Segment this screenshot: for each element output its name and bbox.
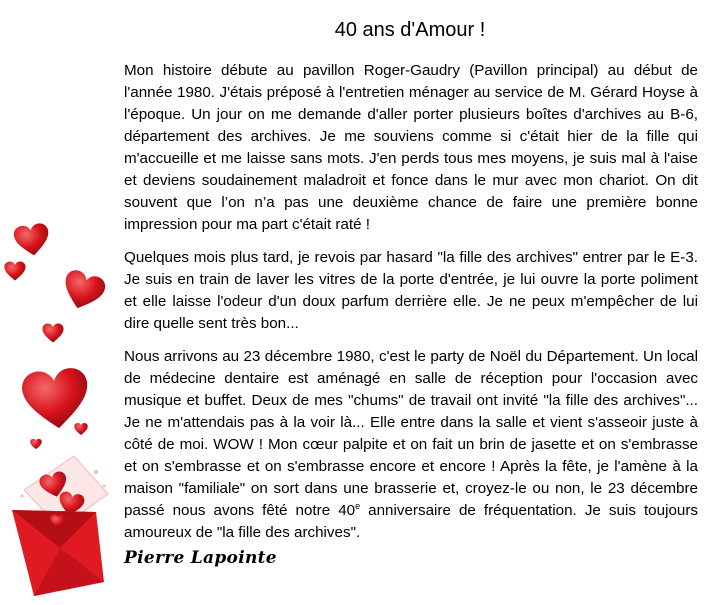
heart-icon xyxy=(13,222,52,257)
heart-icon xyxy=(4,262,25,281)
heart-icon xyxy=(74,423,87,435)
author-signature: Pierre Lapointe xyxy=(124,548,277,568)
ordinal-suffix: e xyxy=(355,500,361,511)
paragraph-3-ending: anniversaire de fréquentation. Je suis toujours amoureux de "la fille des archives". xyxy=(124,502,698,541)
heart-icon xyxy=(42,324,63,343)
paragraph-3 xyxy=(124,346,698,544)
page-title: 40 ans d'Amour ! xyxy=(334,19,486,41)
heart-icon xyxy=(30,439,42,449)
article-body xyxy=(124,60,698,555)
hearts-decoration xyxy=(0,210,124,605)
paragraph-3-text: Nous arrivons au 23 décembre 1980, c'est le party de Noël du Département. Un local de médecine dentaire est aménagé en salle de réception pour l'occasion avec musique et buffet. Deux de mes "chums" de travail ont invité "la fille des archives"... Je ne m'attendais pas à la voir là... Elle entre dans la salle et vient s'asseoir juste à côté de moi. WOW ! Mon cœur palpite et on fait un brin de jasette et on s'embrasse et on s'embrasse et on s'embrasse encore et encore ! Après la fête, je l'amène à la maison "familiale" on sort dans une brasserie et, croyez-le ou non, le 23 décembre passé nous avons fêté notre 40 xyxy=(124,348,698,519)
paragraph-1: Mon histoire débute au pavillon Roger-Gaudry (Pavillon principal) au début de l'année 1980. J'étais préposé à l'entretien ménager au service de M. Gérard Hoyse à l'époque. Un jour on me demande d'aller porter plusieurs boîtes d'archives au B-6, département des archives. Je me souviens comme si c'était hier de la fille qui m'accueille et me laisse sans mots. J'en perds tous mes moyens, je suis mal à l'aise et deviens soudainement maladroit et fonce dans le mur avec mon chariot. On dit souvent que l’on n’a pas une deuxième chance de faire une première bonne impression pour ma part c'était raté ! xyxy=(124,62,698,233)
love-envelope-icon xyxy=(12,456,108,596)
heart-icon xyxy=(20,367,91,432)
paragraph-2: Quelques mois plus tard, je revois par hasard "la fille des archives" entrer par le E-3. Je suis en train de laver les vitres de la porte d'entrée, je lui ouvre la porte poliment et elle laisse l'odeur d'un doux parfum derrière elle. Je ne peux m'empêcher de lui dire quelle sent très bon... xyxy=(124,249,698,332)
heart-icon xyxy=(58,268,108,315)
